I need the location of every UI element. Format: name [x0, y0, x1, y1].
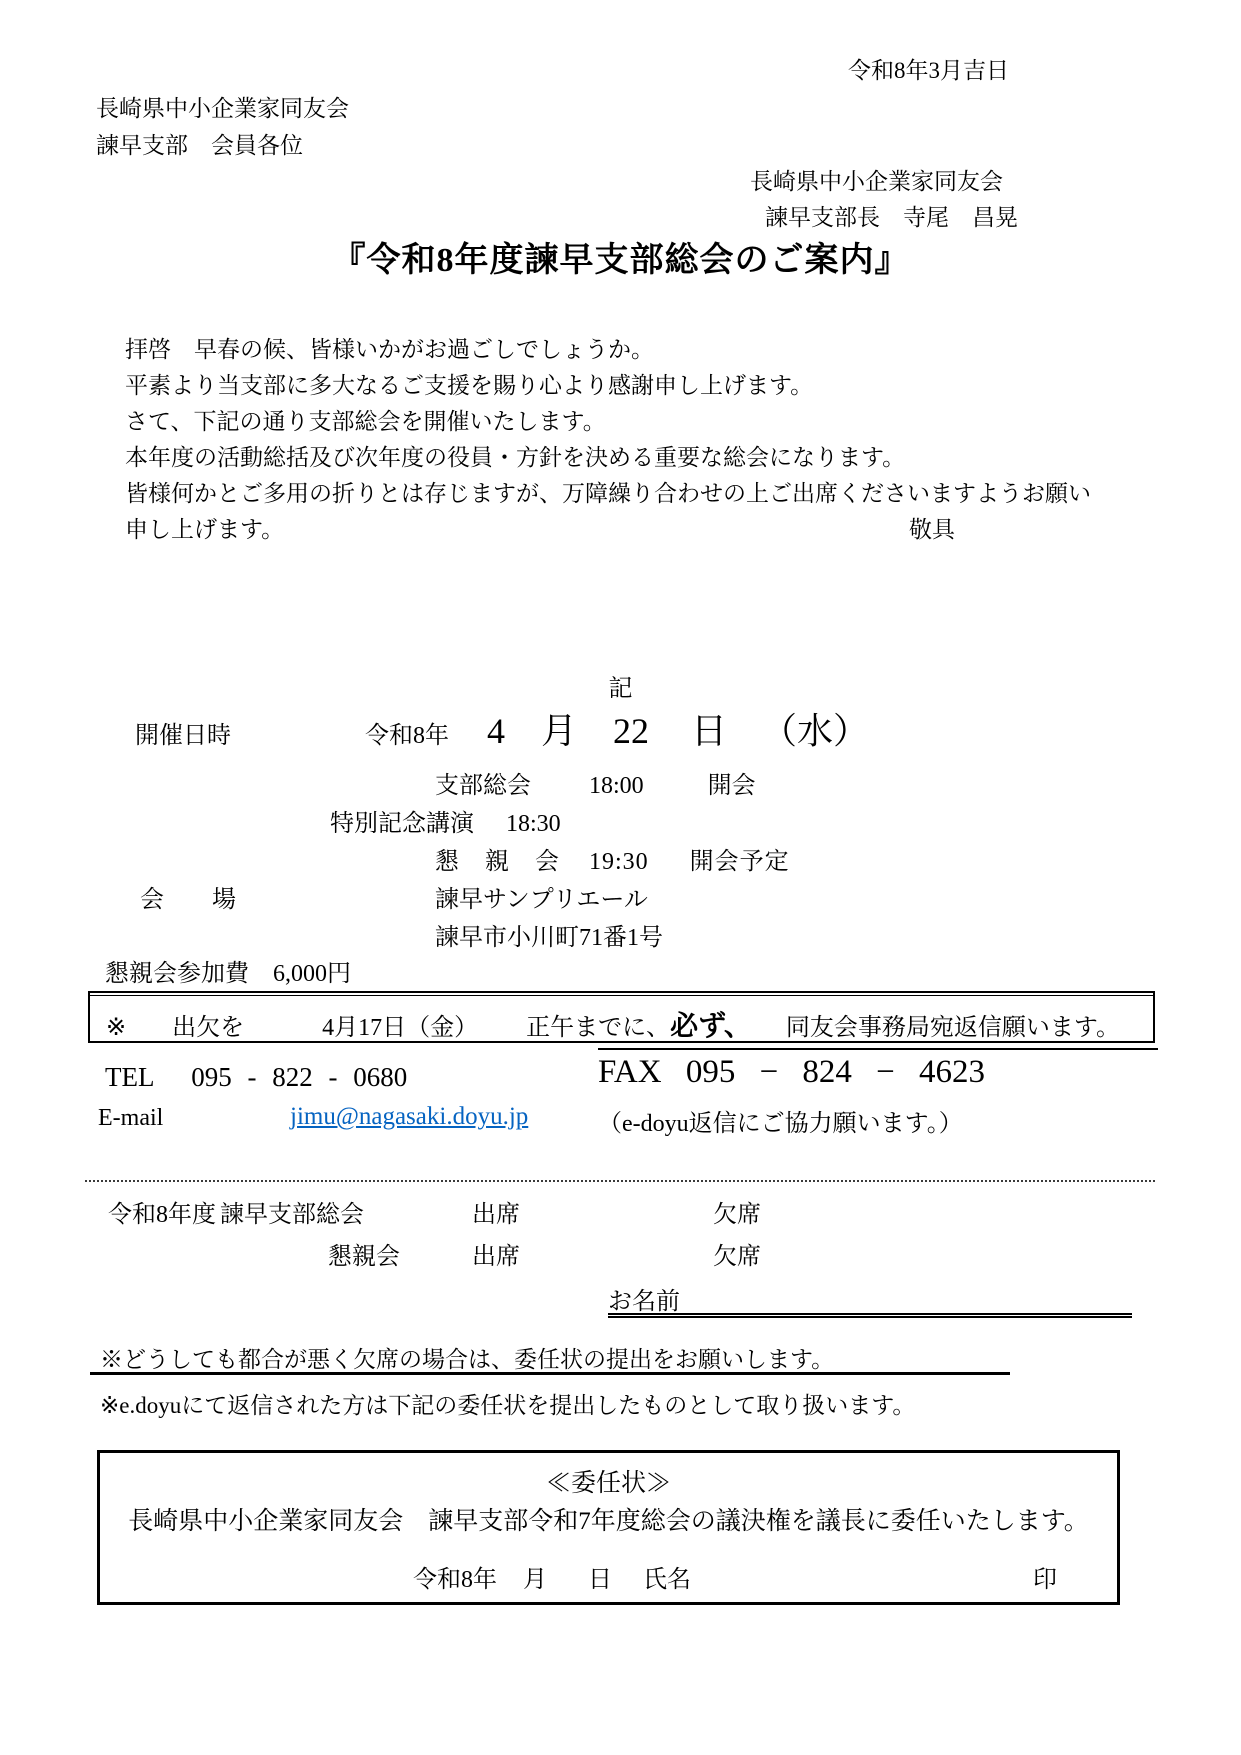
- email-link[interactable]: jimu@nagasaki.doyu.jp: [290, 1103, 529, 1130]
- notice-request: 出欠を: [172, 1015, 245, 1041]
- proxy-body-text: 長崎県中小企業家同友会 諫早支部令和7年度総会の議決権を議長に委任いたします。: [128, 1508, 1089, 1535]
- greeting-closing-line: [125, 512, 955, 548]
- event-time: 18:30: [506, 811, 561, 837]
- event-name: 特別記念講演: [330, 811, 474, 837]
- greeting-line: 申し上げます。: [125, 517, 285, 542]
- cut-line-divider: [85, 1180, 1155, 1182]
- greeting-line: 皆様何かとご多用の折りとは存じますが、万障繰り合わせの上ご出席くださいますようお願い: [125, 481, 1091, 506]
- schedule-row-party: [435, 841, 790, 876]
- event-name: 支部総会: [435, 773, 531, 799]
- form-fiscal-year: 令和8年度: [108, 1202, 216, 1228]
- day-unit: 日: [691, 711, 728, 751]
- greeting-line: 本年度の活動総括及び次年度の役員・方針を決める重要な総会になります。: [125, 445, 906, 470]
- greeting-line: さて、下記の通り支部総会を開催いたします。: [125, 409, 606, 434]
- proxy-seal-label: 印: [1033, 1567, 1057, 1593]
- event-time: 19:30: [589, 849, 649, 875]
- greeting-line: 平素より当支部に多大なるご支援を賜り心より感謝申し上げます。: [125, 373, 814, 398]
- form-attend-option-2[interactable]: 出席: [472, 1244, 520, 1270]
- form-name-label: お名前: [608, 1289, 680, 1315]
- proxy-month-label: 月: [523, 1567, 547, 1593]
- event-note: 開会: [707, 773, 756, 799]
- venue-address: 諫早市小川町71番1号: [435, 925, 663, 951]
- greeting-line: 拝啓 早春の候、皆様いかがお過ごしでしょうか。: [125, 337, 654, 362]
- venue-label: 会 場: [140, 887, 236, 913]
- email-note: （e-doyu返信にご協力願います。）: [598, 1111, 963, 1137]
- rsvp-notice-box: [88, 991, 1155, 1043]
- recipient-members: 諫早支部 会員各位: [96, 133, 303, 158]
- meeting-datetime-row: [135, 703, 869, 754]
- issue-date: 令和8年3月吉日: [848, 58, 1009, 83]
- tel-line: [105, 1062, 407, 1093]
- form-event-party: 懇親会: [328, 1244, 400, 1270]
- rsvp-notice-text: [90, 995, 1153, 1040]
- absence-note: ※どうしても都合が悪く欠席の場合は、委任状の提出をお願いします。: [100, 1347, 835, 1372]
- record-marker: 記: [608, 676, 633, 702]
- page-title: 『令和8年度諫早支部総会のご案内』: [331, 242, 910, 279]
- edoyu-note: ※e.doyuにて返信された方は下記の委任状を提出したものとして取り扱います。: [100, 1393, 916, 1418]
- tel-label: TEL: [105, 1062, 154, 1092]
- schedule-row-lecture: [330, 803, 561, 838]
- form-name-underline: [608, 1313, 1132, 1318]
- email-label: E-mail: [98, 1105, 164, 1131]
- notice-emphasis: 必ず、: [670, 1011, 752, 1042]
- weekday: （水）: [761, 711, 870, 751]
- notice-destination: 同友会事務局宛返信願います。: [785, 1015, 1120, 1041]
- event-time: 18:00: [589, 773, 644, 799]
- event-note: 開会予定: [689, 849, 790, 875]
- proxy-day-label: 日: [588, 1567, 612, 1593]
- event-name: 懇 親 会: [435, 849, 560, 875]
- proxy-statement-box: [97, 1450, 1120, 1605]
- party-fee: 懇親会参加費 6,000円: [105, 961, 351, 987]
- notice-deadline-date: 4月17日（金）: [322, 1015, 479, 1041]
- era-year: 令和8年: [365, 723, 449, 749]
- form-event-general-meeting: 諫早支部総会: [220, 1202, 364, 1228]
- venue-name: 諫早サンプリエール: [435, 887, 648, 913]
- month-unit: 月: [541, 711, 578, 751]
- proxy-name-label: 氏名: [643, 1567, 691, 1593]
- notice-deadline-time: 正午までに、: [526, 1015, 671, 1041]
- datetime-label: 開催日時: [135, 723, 231, 749]
- fax-line: FAX 095 − 824 − 4623: [598, 1048, 1158, 1091]
- absence-note-underline: [90, 1372, 1010, 1375]
- greeting-paragraph: [125, 332, 1091, 548]
- tel-number: 095 - 822 - 0680: [191, 1062, 408, 1092]
- form-absent-option-2[interactable]: 欠席: [713, 1244, 761, 1270]
- recipient-organization: 長崎県中小企業家同友会: [96, 96, 349, 121]
- form-absent-option-1[interactable]: 欠席: [713, 1202, 761, 1228]
- notice-marker: ※: [106, 1015, 127, 1041]
- sender-name: 諫早支部長 寺尾 昌晃: [765, 205, 1018, 230]
- schedule-row-general-meeting: [435, 765, 756, 800]
- month-number: 4: [487, 711, 505, 751]
- day-number: 22: [613, 711, 650, 751]
- sender-organization: 長崎県中小企業家同友会: [750, 169, 1003, 194]
- form-attend-option-1[interactable]: 出席: [472, 1202, 520, 1228]
- proxy-title: ≪委任状≫: [545, 1470, 671, 1497]
- proxy-era-year: 令和8年: [413, 1567, 497, 1593]
- closing-word: 敬具: [909, 517, 955, 542]
